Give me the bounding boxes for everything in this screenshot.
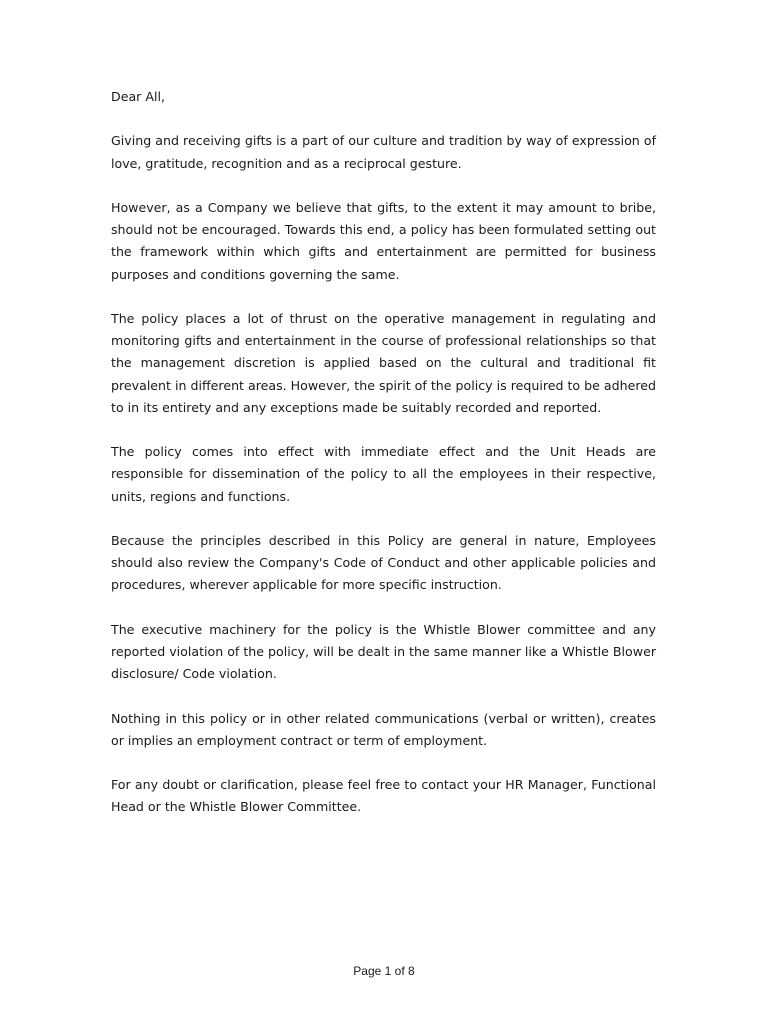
page-number: Page 1 of 8 <box>353 964 415 978</box>
paragraph-contact: For any doubt or clarification, please feel free to contact your HR Manager, Functional Head or the Whistle Blower Committee. <box>111 777 656 815</box>
salutation: Dear All, <box>111 89 165 104</box>
paragraph-executive-machinery: The executive machinery for the policy is the Whistle Blower committee and any reported violation of the policy, will be dealt in the same manner like a Whistle Blower disclosure/ Code violation. <box>111 621 656 682</box>
paragraph-effective-date: The policy comes into effect with immediate effect and the Unit Heads are responsible for dissemination of the policy to all the employees in their respective, units, regions and functions. <box>111 444 656 504</box>
paragraph-company-stance: However, as a Company we believe that gifts, to the extent it may amount to bribe, should not be encouraged. Towards this end, a policy has been formulated setting out the framework within which gifts and entertainment are permitted for business purposes and conditions governing the same. <box>111 199 656 282</box>
paragraph-operative-management: The policy places a lot of thrust on the operative management in regulating and monitoring gifts and entertainment in the course of professional relationships so that the management discretion is applied based on the cultural and traditional fit prevalent in different areas. However, the spirit of the policy is required to be adhered to in its entirety and any exceptions made be suitably recorded and reported. <box>111 310 656 415</box>
paragraph-no-contract: Nothing in this policy or in other related communications (verbal or written), creates or implies an employment contract or term of employment. <box>111 710 656 748</box>
paragraph-gifts-culture: Giving and receiving gifts is a part of our culture and tradition by way of expression of love, gratitude, recognition and as a reciprocal gesture. <box>111 133 656 171</box>
paragraph-principles: Because the principles described in this Policy are general in nature, Employees should also review the Company's Code of Conduct and other applicable policies and procedures, wherever applicable for more specific instruction. <box>111 532 656 593</box>
letter-body <box>111 86 656 841</box>
